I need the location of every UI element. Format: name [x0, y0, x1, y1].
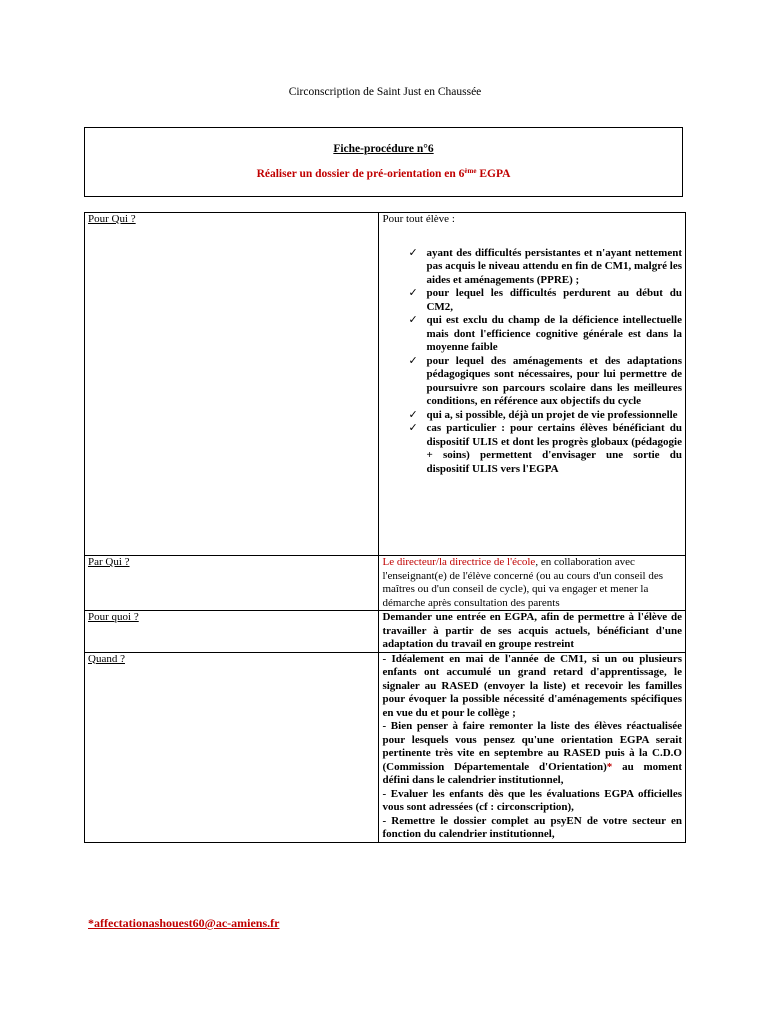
label-pour-quoi: Pour quoi ?: [85, 611, 379, 653]
check-icon: ✓: [408, 408, 418, 421]
fiche-title: Fiche-procédure n°6: [333, 143, 434, 155]
content-par-qui: [379, 556, 686, 611]
title-box: [84, 127, 683, 197]
subtitle-end: EGPA: [476, 168, 511, 180]
content-pour-quoi: Demander une entrée en EGPA, afin de permettre à l'élève de travailler à partir de ses acquis actuels, bénéficiant d'une adaptation du travail en groupe restreint: [379, 611, 686, 653]
circonscription-title: Circonscription de Saint Just en Chaussée: [288, 86, 482, 98]
label-pour-qui: Pour Qui ?: [85, 213, 379, 556]
list-item: ✓ pour lequel les difficultés perdurent au début du CM2,: [408, 287, 682, 313]
check-icon: ✓: [408, 314, 418, 326]
check-icon: ✓: [408, 422, 418, 434]
list-item: ✓ pour lequel des aménagements et des adaptations pédagogiques sont nécessaires, pour lui permettre de poursuivre son parcours scolaire dans les meilleures conditions, en référence aux objectifs du cycle: [408, 354, 682, 407]
row-pour-quoi: [85, 611, 686, 653]
procedure-table: [84, 212, 686, 843]
row-quand: [85, 652, 686, 842]
pour-qui-intro: Pour tout élève :: [382, 213, 455, 225]
quand-p4: - Remettre le dossier complet au psyEN de votre secteur en fonction du calendrier institutionnel,: [382, 814, 682, 840]
label-par-qui: Par Qui ?: [85, 556, 379, 611]
asterisk: *: [606, 760, 613, 773]
check-icon: ✓: [408, 246, 418, 259]
list-item: ✓ qui est exclu du champ de la déficience intellectuelle mais dont l'efficience cognitive générale est dans la moyenne faible: [408, 314, 682, 353]
row-par-qui: [85, 556, 686, 611]
list-item: ✓ cas particulier : pour certains élèves bénéficiant du dispositif ULIS et dont les progrès globaux (pédagogie + soins) permettent d'envisager une sortie du dispositif ULIS vers l'EGPA: [408, 422, 682, 475]
subtitle-text: Réaliser un dossier de pré-orientation en 6: [256, 168, 465, 180]
check-icon: ✓: [408, 354, 418, 367]
par-qui-highlight: Le directeur/la directrice de l'école: [382, 556, 536, 568]
row-pour-qui: [85, 213, 686, 556]
quand-p1: - Idéalement en mai de l'année de CM1, si un ou plusieurs enfants ont accumulé un grand retard d'apprentissage, le signaler au RASED (envoyer la liste) et recevoir les familles pour évoquer la possible nécessité d'aménagements spécifiques en vue du et pour le collège ;: [382, 652, 682, 719]
pour-qui-list: [382, 247, 682, 477]
subtitle-superscript: ème: [464, 167, 477, 175]
content-quand: [379, 652, 686, 842]
par-qui-text: , en collaboration avec l'enseignant(e) de l'élève concerné (ou au cours d'un conseil des maîtres ou d'un conseil de cycle), qui va engager et mener la démarche après consultation des parents: [382, 556, 663, 609]
list-item: ✓ ayant des difficultés persistantes et n'ayant nettement pas acquis le niveau attendu en fin de CM1, malgré les aides et aménagements (PPRE) ;: [408, 246, 682, 286]
label-quand: Quand ?: [85, 652, 379, 842]
quand-p3: - Evaluer les enfants dès que les évaluations EGPA officielles vous sont adressées (cf : circonscription),: [382, 787, 682, 813]
content-pour-qui: [379, 213, 686, 556]
footer-email-link[interactable]: *affectationashouest60@ac-amiens.fr: [88, 916, 280, 930]
fiche-subtitle: [85, 167, 682, 180]
list-item: ✓ qui a, si possible, déjà un projet de vie professionnelle: [408, 408, 678, 421]
quand-p2: - Bien penser à faire remonter la liste des élèves réactualisée pour lesquels vous pensez qu'une orientation EGPA serait pertinente très vite en septembre au RASED puis à la C.D.O (Commission Départementale d'Orientation)* au moment défini dans le calendrier institutionnel,: [382, 720, 682, 786]
check-icon: ✓: [408, 287, 418, 299]
